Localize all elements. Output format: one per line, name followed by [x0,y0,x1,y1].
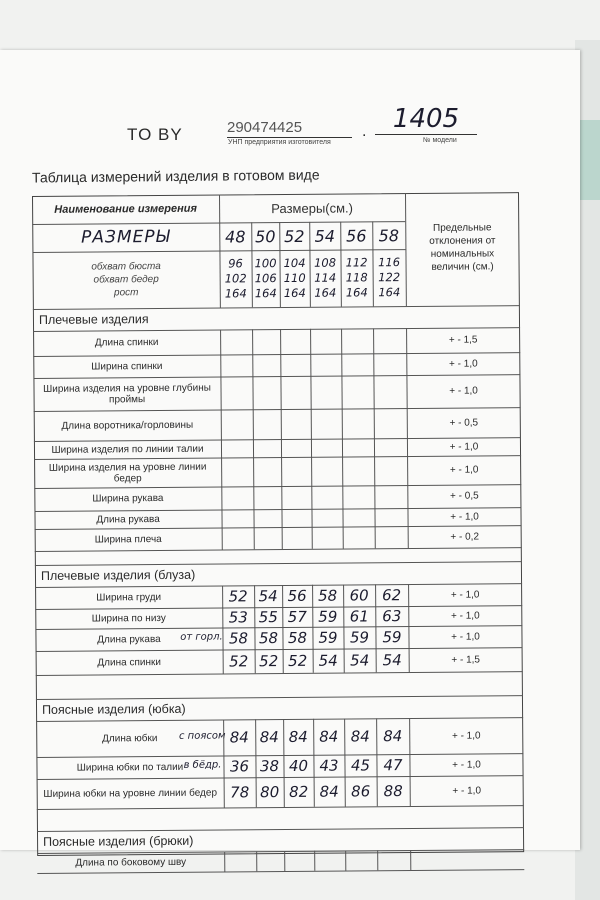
column-divider [410,850,411,870]
column-divider [377,850,378,870]
section-title: Плечевые изделия (блуза) [40,567,196,583]
deviation-value: + - 1,5 [448,334,478,346]
measure-name: Ширина юбки на уровне линии бедер [43,787,218,800]
section-title: Поясные изделия (юбка) [41,701,186,717]
measure-value: 84 [350,726,370,746]
measure-value: 88 [383,781,403,800]
measure-value: 54 [350,650,370,670]
body-measure-value: 114 [314,270,337,285]
measure-value: 52 [229,651,249,670]
measure-value: 84 [229,727,249,746]
body-measure-value: 164 [254,285,277,300]
measure-value: 58 [228,628,249,647]
measure-name: Ширина изделия на уровне глубины проймы [43,382,211,405]
deviation-value: + - 1,0 [449,441,479,453]
deviation-value: + - 0,5 [449,417,479,429]
body-measure-value: 112 [345,254,368,270]
background-edge [578,120,600,200]
section-title: Плечевые изделия [38,312,149,327]
measure-value: 36 [229,756,250,775]
body-measure-label: рост [113,286,139,298]
size-value: 56 [346,225,367,246]
deviation-value: + - 1,0 [451,630,480,643]
separator: . [362,123,367,140]
column-header-deviation: Предельные отклонения от номинальных величин (см.) [429,222,496,273]
measure-name: Ширина по низу [91,612,166,625]
body-measure-values [279,252,309,304]
body-measure-values [372,251,405,303]
sizes-row-label: РАЗМЕРЫ [81,226,171,248]
measure-value: 78 [230,782,250,801]
measure-value: 43 [319,756,339,775]
measure-name: Ширина спинки [91,360,163,373]
body-measure-value: 116 [377,254,401,269]
measure-name: Ширина изделия по линии талии [51,443,204,456]
measure-value: 84 [319,782,339,801]
measure-value: 62 [382,585,402,604]
measure-name: Длина рукава [97,633,161,646]
measure-value: 63 [382,606,402,625]
body-measure-values [219,252,251,304]
measure-value: 45 [350,755,371,775]
deviation-value: + - 1,0 [451,729,481,742]
measure-name: Длина спинки [94,337,159,349]
measure-value: 57 [287,607,307,626]
unp-caption: УНП предприятия изготовителя [228,139,331,146]
size-value: 50 [255,226,276,246]
measure-name: Ширина рукава [92,492,164,505]
body-measure-value: 100 [254,255,277,270]
deviation-value: + - 0,5 [449,490,479,502]
section-title: Поясные изделия (брюки) [43,833,194,849]
body-measure-values [251,252,279,304]
column-divider [314,851,315,871]
deviation-value [410,849,524,870]
model-caption: № модели [423,137,457,144]
measure-value: 52 [288,651,308,670]
measure-name: Длина воротника/горловины [61,419,194,432]
column-divider [224,852,225,872]
measure-note: от горл. [180,631,223,643]
measure-value: 54 [318,651,338,670]
model-number: 1405 [375,104,477,135]
measure-name: Длина по боковому шву [75,856,187,869]
measure-value: 52 [228,586,248,605]
measure-value: 54 [258,586,278,605]
column-header-name: Наименование измерения [54,202,197,216]
column-divider [345,851,346,871]
measure-name: Длина спинки [97,656,161,669]
measure-name: Ширина изделия на уровне линии бедер [48,461,207,484]
measure-note: с поясом [178,729,226,742]
body-measure-value: 122 [378,269,401,284]
deviation-value: + - 1,0 [448,358,478,370]
deviation-value: + - 1,0 [449,385,478,397]
deviation-value: + - 1,0 [450,511,479,523]
column-header-sizes: Размеры(см.) [271,199,354,216]
body-measure-value: 102 [224,270,247,285]
measure-value: 40 [288,756,309,775]
measure-value: 86 [351,781,371,801]
deviation-value: + - 1,0 [452,784,482,797]
measure-value: 58 [318,586,338,605]
column-divider [284,851,285,871]
measure-name: Ширина юбки по талии [76,761,184,774]
measure-value: 59 [349,627,370,647]
size-value: 54 [314,226,336,246]
column-divider [256,851,257,871]
measure-value: 84 [288,727,308,746]
measure-value: 56 [287,586,307,605]
body-measure-value: 164 [378,284,401,299]
body-measure-value: 164 [345,284,368,300]
body-measure-labels [32,253,219,306]
measure-value: 53 [228,607,248,626]
body-measure-value: 164 [314,285,337,300]
measure-value: 84 [383,726,403,745]
body-measure-label: обхват бюста [91,260,161,273]
measure-value: 60 [349,585,369,605]
body-measure-value: 164 [224,285,247,300]
deviation-value: + - 0,2 [450,531,480,543]
measure-value: 80 [260,782,280,801]
measure-value: 84 [259,727,279,746]
measure-note: в бёдр. [183,759,222,771]
deviation-value: + - 1,0 [450,588,480,601]
measure-value: 58 [287,628,308,647]
body-measure-value: 164 [283,285,306,300]
measure-value: 47 [383,755,403,774]
measure-name: Ширина груди [96,591,162,604]
measurement-table [32,192,524,869]
body-measure-value: 118 [345,269,368,285]
body-measure-label: обхват бедер [93,273,159,286]
measure-value: 61 [349,606,369,626]
measure-value: 54 [382,650,402,669]
document-title: Таблица измерений изделия в готовом виде [31,166,320,186]
deviation-value: + - 1,0 [450,609,480,622]
deviation-value: + - 1,5 [451,653,481,666]
deviation-value: + - 1,0 [452,758,481,771]
size-value: 58 [378,225,400,245]
body-measure-values [309,252,340,304]
measure-value: 55 [258,607,278,626]
measure-value: 59 [318,628,338,647]
measure-name: Длина юбки [102,732,158,744]
deviation-value: + - 1,0 [449,464,479,476]
body-measure-value: 104 [283,255,306,270]
body-measure-value: 106 [254,270,277,285]
measure-value: 58 [258,628,279,647]
measure-value: 59 [318,607,338,626]
size-value: 48 [225,226,246,246]
measure-value: 82 [289,782,309,801]
measure-value: 52 [259,651,279,670]
body-measure-value: 96 [228,255,243,270]
body-measure-value: 110 [283,270,306,285]
measure-name: Ширина плеча [94,533,162,546]
measure-name: Длина рукава [96,513,160,526]
measure-value: 38 [259,756,280,775]
body-measure-values [340,251,372,303]
measure-value: 59 [382,627,402,646]
size-value: 52 [284,226,305,246]
doc-prefix: TO BY [127,125,183,144]
unp-number: 290474425 [227,119,352,138]
measure-value: 84 [319,727,339,746]
body-measure-value: 108 [313,255,337,270]
